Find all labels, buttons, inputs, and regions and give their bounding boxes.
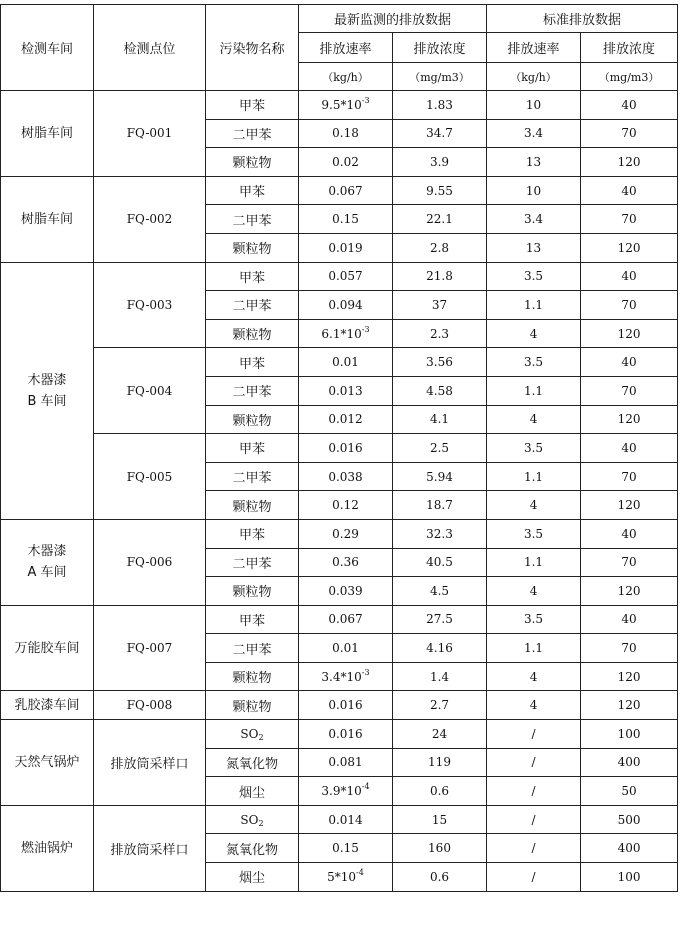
- monitor-rate-cell: 0.01: [299, 348, 393, 377]
- monitor-conc-cell: 160: [393, 834, 487, 863]
- pollutant-cell: 二甲苯: [206, 634, 299, 663]
- standard-rate-cell: 1.1: [487, 291, 581, 320]
- pollutant-cell: 二甲苯: [206, 548, 299, 577]
- standard-rate-cell: /: [487, 805, 581, 834]
- workshop-cell: [1, 519, 94, 605]
- table-row: [1, 805, 678, 834]
- standard-conc-cell: 500: [581, 805, 678, 834]
- monitor-conc-cell: 4.5: [393, 577, 487, 606]
- value-subscript: 2: [258, 732, 264, 742]
- pollutant-cell: 颗粒物: [206, 691, 299, 720]
- monitor-rate-cell: 0.012: [299, 405, 393, 434]
- pollutant-cell: 甲苯: [206, 262, 299, 291]
- pollutant-cell: 颗粒物: [206, 148, 299, 177]
- monitor-rate-cell: 0.29: [299, 519, 393, 548]
- monitor-conc-cell: 1.83: [393, 91, 487, 120]
- header-standard-conc: 排放浓度: [581, 33, 678, 63]
- header-monitor-group: 最新监测的排放数据: [299, 5, 487, 33]
- standard-rate-cell: 3.5: [487, 262, 581, 291]
- monitor-rate-cell: [299, 91, 393, 120]
- monitor-conc-cell: 15: [393, 805, 487, 834]
- standard-rate-cell: 1.1: [487, 548, 581, 577]
- standard-conc-cell: 40: [581, 605, 678, 634]
- header-monitor-conc-unit: （mg/m3）: [393, 63, 487, 91]
- monitor-rate-cell: 0.094: [299, 291, 393, 320]
- table-row: [1, 691, 678, 720]
- standard-conc-cell: 100: [581, 863, 678, 892]
- workshop-cell: [1, 720, 94, 806]
- value-exponent: -4: [361, 782, 370, 792]
- standard-rate-cell: 13: [487, 148, 581, 177]
- monitor-conc-cell: 40.5: [393, 548, 487, 577]
- pollutant-cell: 颗粒物: [206, 491, 299, 520]
- pollutant-cell: 二甲苯: [206, 376, 299, 405]
- value-base: SO: [240, 726, 259, 741]
- workshop-cell: [1, 805, 94, 891]
- standard-conc-cell: 70: [581, 119, 678, 148]
- standard-rate-cell: /: [487, 777, 581, 806]
- monitor-conc-cell: 2.7: [393, 691, 487, 720]
- workshop-name: 乳胶漆车间: [14, 697, 80, 713]
- pollutant-cell: 甲苯: [206, 434, 299, 463]
- header-standard-rate-unit: （kg/h）: [487, 63, 581, 91]
- standard-conc-cell: 40: [581, 434, 678, 463]
- header-standard-conc-unit: （mg/m3）: [581, 63, 678, 91]
- monitor-conc-cell: 4.16: [393, 634, 487, 663]
- pollutant-cell: 颗粒物: [206, 405, 299, 434]
- value-base: SO: [240, 812, 259, 827]
- standard-conc-cell: 70: [581, 376, 678, 405]
- value-exponent: -3: [361, 324, 370, 334]
- standard-rate-cell: 4: [487, 491, 581, 520]
- value-subscript: 2: [258, 818, 264, 828]
- monitor-conc-cell: 0.6: [393, 777, 487, 806]
- monitor-conc-cell: 9.55: [393, 176, 487, 205]
- point-cell: FQ-005: [94, 434, 206, 520]
- point-cell: FQ-006: [94, 519, 206, 605]
- workshop-name: 燃油锅炉: [20, 840, 73, 856]
- standard-rate-cell: 10: [487, 91, 581, 120]
- pollutant-cell: [206, 720, 299, 749]
- monitor-rate-cell: 0.057: [299, 262, 393, 291]
- pollutant-cell: 甲苯: [206, 91, 299, 120]
- monitor-conc-cell: 32.3: [393, 519, 487, 548]
- table-body: [1, 5, 678, 892]
- point-cell: 排放筒采样口: [94, 720, 206, 806]
- monitor-conc-cell: 24: [393, 720, 487, 749]
- monitor-rate-cell: [299, 319, 393, 348]
- standard-conc-cell: 120: [581, 662, 678, 691]
- standard-conc-cell: 400: [581, 748, 678, 777]
- standard-rate-cell: 10: [487, 176, 581, 205]
- standard-conc-cell: 40: [581, 91, 678, 120]
- monitor-rate-cell: [299, 662, 393, 691]
- pollutant-cell: 甲苯: [206, 519, 299, 548]
- monitor-conc-cell: 18.7: [393, 491, 487, 520]
- monitor-rate-cell: [299, 863, 393, 892]
- monitor-rate-cell: 0.016: [299, 434, 393, 463]
- monitor-conc-cell: 2.3: [393, 319, 487, 348]
- standard-conc-cell: 120: [581, 319, 678, 348]
- value-base: 3.4*10: [321, 669, 362, 684]
- monitor-rate-cell: [299, 777, 393, 806]
- pollutant-cell: 二甲苯: [206, 205, 299, 234]
- value-exponent: -3: [361, 95, 370, 105]
- pollutant-cell: 氮氧化物: [206, 748, 299, 777]
- workshop-cell: [1, 691, 94, 720]
- monitor-rate-cell: 0.15: [299, 834, 393, 863]
- workshop-name: 天然气锅炉: [14, 754, 80, 770]
- header-point: 检测点位: [94, 5, 206, 91]
- standard-conc-cell: 100: [581, 720, 678, 749]
- standard-rate-cell: 1.1: [487, 462, 581, 491]
- monitor-rate-cell: 0.067: [299, 605, 393, 634]
- pollutant-cell: 甲苯: [206, 176, 299, 205]
- workshop-cell: [1, 262, 94, 519]
- standard-rate-cell: /: [487, 748, 581, 777]
- standard-conc-cell: 70: [581, 634, 678, 663]
- standard-rate-cell: 3.4: [487, 205, 581, 234]
- pollutant-cell: 烟尘: [206, 777, 299, 806]
- standard-rate-cell: 3.5: [487, 434, 581, 463]
- pollutant-cell: 甲苯: [206, 348, 299, 377]
- standard-conc-cell: 120: [581, 405, 678, 434]
- table-row: [1, 434, 678, 463]
- monitor-rate-cell: 0.013: [299, 376, 393, 405]
- point-cell: FQ-007: [94, 605, 206, 691]
- standard-rate-cell: 4: [487, 577, 581, 606]
- standard-conc-cell: 120: [581, 148, 678, 177]
- table-row: [1, 519, 678, 548]
- standard-rate-cell: 1.1: [487, 376, 581, 405]
- value-exponent: -4: [356, 867, 364, 877]
- standard-rate-cell: 4: [487, 662, 581, 691]
- workshop-name: 木器漆: [27, 372, 67, 388]
- workshop-name: B 车间: [27, 393, 67, 409]
- monitor-rate-cell: 0.016: [299, 720, 393, 749]
- monitor-rate-cell: 0.019: [299, 233, 393, 262]
- table-row: [1, 720, 678, 749]
- monitor-conc-cell: 2.8: [393, 233, 487, 262]
- standard-rate-cell: /: [487, 863, 581, 892]
- monitor-rate-cell: 0.12: [299, 491, 393, 520]
- standard-conc-cell: 40: [581, 176, 678, 205]
- monitor-rate-cell: 0.36: [299, 548, 393, 577]
- workshop-name: 万能胶车间: [14, 640, 80, 656]
- standard-rate-cell: /: [487, 720, 581, 749]
- monitor-conc-cell: 27.5: [393, 605, 487, 634]
- monitor-rate-cell: 0.18: [299, 119, 393, 148]
- table-row: [1, 176, 678, 205]
- header-monitor-rate-unit: （kg/h）: [299, 63, 393, 91]
- point-cell: FQ-004: [94, 348, 206, 434]
- point-cell: 排放筒采样口: [94, 805, 206, 891]
- standard-conc-cell: 70: [581, 462, 678, 491]
- pollutant-cell: 烟尘: [206, 863, 299, 892]
- point-cell: FQ-001: [94, 91, 206, 177]
- header-monitor-conc: 排放浓度: [393, 33, 487, 63]
- table-row: [1, 605, 678, 634]
- monitor-conc-cell: 119: [393, 748, 487, 777]
- monitor-conc-cell: 37: [393, 291, 487, 320]
- table-row: [1, 262, 678, 291]
- workshop-name: 树脂车间: [20, 125, 73, 141]
- standard-rate-cell: 3.5: [487, 519, 581, 548]
- pollutant-cell: 颗粒物: [206, 577, 299, 606]
- pollutant-cell: [206, 805, 299, 834]
- value-base: 6.1*10: [321, 326, 362, 341]
- standard-conc-cell: 70: [581, 291, 678, 320]
- pollutant-cell: 二甲苯: [206, 462, 299, 491]
- monitor-rate-cell: 0.081: [299, 748, 393, 777]
- standard-conc-cell: 40: [581, 519, 678, 548]
- header-standard-rate: 排放速率: [487, 33, 581, 63]
- header-standard-group: 标准排放数据: [487, 5, 678, 33]
- monitor-conc-cell: 4.58: [393, 376, 487, 405]
- header-row-1: [1, 5, 678, 33]
- pollutant-cell: 氮氧化物: [206, 834, 299, 863]
- monitor-rate-cell: 0.02: [299, 148, 393, 177]
- standard-conc-cell: 50: [581, 777, 678, 806]
- point-cell: FQ-002: [94, 176, 206, 262]
- monitor-rate-cell: 0.014: [299, 805, 393, 834]
- standard-conc-cell: 120: [581, 233, 678, 262]
- standard-rate-cell: 13: [487, 233, 581, 262]
- value-base: 5*10: [327, 869, 357, 884]
- header-pollutant: 污染物名称: [206, 5, 299, 91]
- standard-conc-cell: 70: [581, 548, 678, 577]
- workshop-cell: [1, 176, 94, 262]
- standard-conc-cell: 120: [581, 577, 678, 606]
- workshop-name: A 车间: [27, 565, 67, 581]
- value-base: 3.9*10: [321, 784, 362, 799]
- workshop-cell: [1, 91, 94, 177]
- standard-rate-cell: 4: [487, 691, 581, 720]
- pollutant-cell: 甲苯: [206, 605, 299, 634]
- monitor-conc-cell: 22.1: [393, 205, 487, 234]
- standard-conc-cell: 40: [581, 348, 678, 377]
- standard-rate-cell: 4: [487, 405, 581, 434]
- monitor-rate-cell: 0.01: [299, 634, 393, 663]
- pollutant-cell: 二甲苯: [206, 119, 299, 148]
- pollutant-cell: 二甲苯: [206, 291, 299, 320]
- monitor-conc-cell: 2.5: [393, 434, 487, 463]
- point-cell: FQ-003: [94, 262, 206, 348]
- monitor-conc-cell: 1.4: [393, 662, 487, 691]
- workshop-name: 树脂车间: [20, 211, 73, 227]
- standard-conc-cell: 120: [581, 691, 678, 720]
- pollutant-cell: 颗粒物: [206, 662, 299, 691]
- monitor-conc-cell: 3.9: [393, 148, 487, 177]
- monitor-conc-cell: 21.8: [393, 262, 487, 291]
- monitor-rate-cell: 0.067: [299, 176, 393, 205]
- standard-rate-cell: 1.1: [487, 634, 581, 663]
- header-monitor-rate: 排放速率: [299, 33, 393, 63]
- standard-rate-cell: 3.5: [487, 605, 581, 634]
- monitor-rate-cell: 0.016: [299, 691, 393, 720]
- table-row: [1, 91, 678, 120]
- value-base: 9.5*10: [321, 97, 362, 112]
- monitor-conc-cell: 3.56: [393, 348, 487, 377]
- workshop-name: 木器漆: [27, 544, 67, 560]
- monitor-rate-cell: 0.15: [299, 205, 393, 234]
- standard-rate-cell: /: [487, 834, 581, 863]
- standard-rate-cell: 3.4: [487, 119, 581, 148]
- workshop-cell: [1, 605, 94, 691]
- standard-conc-cell: 40: [581, 262, 678, 291]
- emission-data-table: [0, 4, 678, 892]
- monitor-rate-cell: 0.039: [299, 577, 393, 606]
- point-cell: FQ-008: [94, 691, 206, 720]
- monitor-conc-cell: 4.1: [393, 405, 487, 434]
- monitor-conc-cell: 34.7: [393, 119, 487, 148]
- pollutant-cell: 颗粒物: [206, 233, 299, 262]
- standard-rate-cell: 4: [487, 319, 581, 348]
- monitor-conc-cell: 5.94: [393, 462, 487, 491]
- value-exponent: -3: [361, 667, 370, 677]
- standard-conc-cell: 70: [581, 205, 678, 234]
- monitor-rate-cell: 0.038: [299, 462, 393, 491]
- pollutant-cell: 颗粒物: [206, 319, 299, 348]
- monitor-conc-cell: 0.6: [393, 863, 487, 892]
- header-workshop: 检测车间: [1, 5, 94, 91]
- table-row: [1, 348, 678, 377]
- standard-conc-cell: 120: [581, 491, 678, 520]
- standard-rate-cell: 3.5: [487, 348, 581, 377]
- standard-conc-cell: 400: [581, 834, 678, 863]
